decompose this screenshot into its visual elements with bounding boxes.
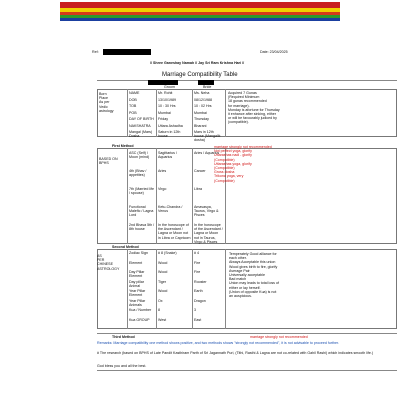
conclusion-research-note: # The research (based on BPHS of Late Pandit Kasthiram Parth of Sri Jagannath Puri, (Tithi, Rasthi & Lagna are not co-related with Gahil Rashi) which indicates smooth life.) [97,351,374,355]
remark-line: an auspicious. [229,294,252,299]
remark-line: either or lay herself. [229,285,261,290]
bride-value: Cancer [194,169,206,173]
bride-value: Ms. Neha [194,91,210,95]
bride-value: Dragon [194,298,206,303]
row-label: Year Pillar Element [129,289,146,298]
remark-line: Uttarashas yoga, glorify [214,161,252,166]
second-method-side-label [97,254,119,271]
header-stripe-blue [60,18,340,21]
conclusion-remarks: Remarks: Marriage compatibility one method shows positive, and two methods shows "strongly not recommended", it is not advisable to proceed further. [97,341,340,345]
bride-value: Fire [194,260,201,265]
remark-line: Average Pair [229,268,250,273]
bride-value: Amavasya, Taurus, Virgo & Pisces [194,205,219,218]
row-label: NAKSHATRA [129,123,151,128]
row-label: Kua GROUP [129,317,150,322]
bride-value: Thursday [194,117,209,121]
remark-line: (Union of opposite Kua) is not [229,289,277,294]
remark-line: Universally acceptable [229,273,265,278]
second-method-remarks [229,252,279,298]
groom-value: West [158,317,167,322]
groom-value: Uttara Ashadha [158,123,183,128]
bride-value: 3 [194,308,196,312]
row-label: Kua / Number [129,308,152,312]
side-label-line: astrology [99,108,114,113]
ref-redaction [103,49,151,55]
document-date: Date: 23/04/2025 [260,50,288,54]
groom-value: Ox [158,298,163,303]
groom-value: 13/10/1989 [158,97,176,102]
groom-value: Mr. Rohit [158,91,173,95]
second-method-heading: Second Method [112,245,139,249]
side-label-line: As per [99,100,110,105]
third-method-remark: marriage strongly not recommended [250,335,308,339]
note-line: Acquired 7 Gunas [228,91,257,95]
remark-line: marriage strongly not recommended [214,145,272,149]
bride-value: Libra [194,187,202,191]
birth-side-label [99,92,114,113]
invocation-line: // Shree Ganeshay Namah // Jay Sri Ram Krishna Hari // [150,61,245,65]
remark-line: each other. [229,256,247,261]
first-method-side-label [99,157,118,165]
groom-value: Sagittarius / Aquarius [158,151,177,160]
column-header-bride: Bride [203,85,212,89]
groom-value: Wood [158,289,168,293]
note-line: it enhance after sinking, either [228,112,276,117]
side-label-line: AS [97,254,102,258]
remark-line: Union may leads to total loss of [229,281,279,286]
remark-line: Uttarashas nadi - glorify [214,153,252,158]
row-label: 4th (Bhav / appetites) [129,169,147,178]
first-method-remarks [214,145,272,183]
remark-line: Trikona yoga, very [214,174,244,179]
groom-value: # 8 (Snake) [158,251,177,255]
remark-line: (Compatible) [214,157,235,162]
side-label-line: PER [97,258,105,263]
row-label: 7th (Married life / spouse) [129,187,154,196]
groom-value: Virgo [158,187,167,191]
side-label-line: BASED ON [99,157,118,161]
side-label-line: Place [99,96,108,101]
groom-value: Aries [158,169,167,173]
remark-line: Not perfect yoga, glorify [214,149,252,154]
remark-line: Gross dosha [214,170,235,175]
bride-value: In the horoscope of the Ascendant / Lagna or Moon not in Taurus, Virgo & Pisces [194,223,223,244]
ref-label: Ref: [92,50,99,54]
row-label: Element [129,260,143,265]
groom-value: Ketu-Chandra / Venus [158,205,183,214]
side-label-line: BPHS [99,161,109,166]
row-label: ASC (Self) / Moon (mind) [129,151,150,160]
bride-value: Mars in 12th house (Mangalik dosha) [194,130,221,143]
row-label: Zodiac Sign [129,251,148,255]
bride-value: Aries / Aquarius [194,151,220,155]
row-label: Day Pillar Element [129,270,145,279]
bride-value: Earth [194,289,203,293]
groom-value: Tiger [158,279,167,284]
side-label-line: CHINESE [97,262,113,267]
bride-value: 08/12/1988 [194,97,212,102]
row-label: DAY OF BIRTH [129,117,154,121]
row-label: Functional Malefic / Lagna Lord [129,205,154,218]
column-header-groom: Groom [164,85,175,89]
row-label: NAME [129,91,140,95]
note-line: or will be favourably judiced by [228,116,277,121]
remark-line: (Compatible) [214,178,235,183]
note-line: (Required Minimum [228,95,260,100]
bride-value: East [194,317,202,322]
row-label: POB [129,110,137,115]
note-line: 18 gunas recommended [228,99,267,104]
remark-line: Temperately Good alliance for [229,252,277,256]
side-label-line: Vedic [99,104,108,109]
remark-line: Always Acceptable this union [229,260,276,265]
row-label: 2nd Bhava 5th / 8th house [129,223,155,232]
row-label: TOB [129,104,137,108]
note-line: (compatible). [228,120,249,125]
bride-value: Bharani [194,123,207,128]
groom-value: Mumbai [158,110,171,115]
third-method-heading: Third Method [112,335,135,339]
side-label-line: Born [99,92,107,96]
note-line: for marriage). [228,103,250,108]
groom-value: Wood [158,260,168,265]
groom-value: Wood [158,270,168,274]
remark-line: (Compatible) [214,166,235,171]
remark-line: Wood gives birth to fire, glorify [229,264,278,269]
bride-value: Rooster [194,279,207,284]
birth-info-notes [228,91,280,125]
row-label: Day pillar Animal [129,279,144,288]
bride-value: Mumbai [194,110,207,115]
page-title: Marriage Compatibility Table [162,72,238,78]
bride-value: # 4 [194,251,199,255]
row-label: DOB [129,97,137,102]
remark-line: Bad match [229,277,247,282]
groom-value: In the horoscope of the Ascendant / Lagna or Moon not in Libra or Capricorn [158,223,191,240]
bride-value: 10 : 02 Hrs [194,104,212,108]
bride-value: Fire [194,270,201,274]
groom-value: 10 : 30 Hrs [158,104,176,108]
row-label: Year Pillar Animals [129,298,146,307]
conclusion-blessing: God bless you and all the best. [97,364,147,368]
note-line: Monday is afortune for Thursday [228,107,280,112]
groom-value: 8 [158,308,160,312]
groom-value: Saturn in 12th house [158,130,181,139]
row-label: Mangal (Mars) Dosha [129,130,153,139]
groom-value: Friday [158,117,168,121]
side-label-line: ASTROLOGY [97,266,120,271]
first-method-heading: First Method [112,144,134,148]
